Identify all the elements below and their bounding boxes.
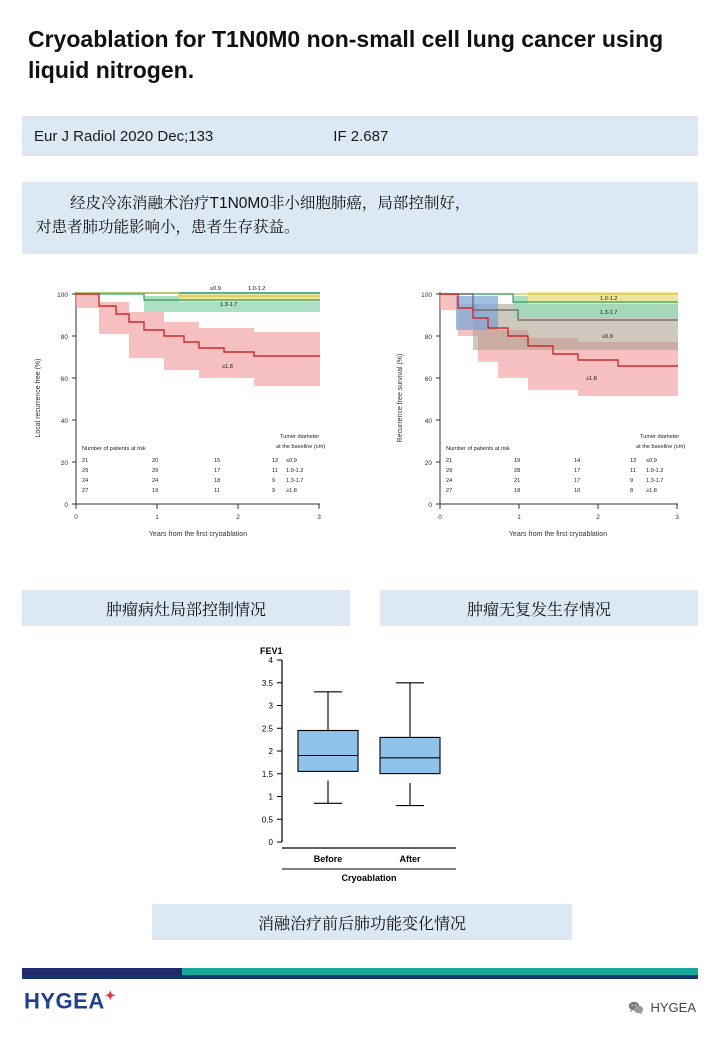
fig-a-risk-r0-v3: 12 — [272, 458, 279, 464]
fig-b-series-label-2: ≤0.9 — [602, 334, 613, 340]
figure-c-svg — [222, 638, 498, 886]
fig-a-risk-r1-v2: 17 — [214, 468, 221, 474]
fig-b-risk-r3-v1: 18 — [514, 488, 521, 494]
fig-c-ytick-1: 3.5 — [261, 678, 273, 688]
fig-b-ytick-4: 20 — [424, 460, 432, 467]
fig-a-risk-r2-v3: 9 — [272, 478, 276, 484]
fig-b-risk-r0-v1: 19 — [514, 458, 521, 464]
fig-b-legend-title: Tumor diameter — [640, 434, 680, 440]
fig-a-risk-r1-v3: 11 — [272, 468, 278, 474]
fig-c-title: FEV1 — [260, 646, 283, 656]
fig-b-risk-r1-v1: 28 — [514, 468, 521, 474]
footer-rule-teal — [182, 968, 698, 975]
fig-b-risk-r3-v3: 8 — [630, 488, 634, 494]
fig-a-legend-3: ≥1.8 — [286, 488, 297, 494]
journal-name: Eur J Radiol 2020 Dec;133 — [34, 127, 214, 145]
conclusion-box — [22, 182, 698, 254]
fig-c-ytick-8: 0 — [268, 838, 273, 847]
caption-figure-c: 消融治疗前后肺功能变化情况 — [152, 904, 572, 940]
figure-b-svg — [378, 278, 698, 568]
fig-b-ylabel: Recurrence free survival (%) — [397, 353, 404, 443]
fig-a-legend — [276, 434, 325, 494]
fig-b-risk-r3-v2: 10 — [574, 488, 581, 494]
conclusion-line-2: 对患者肺功能影响小，患者生存获益。 — [36, 219, 300, 237]
fig-a-risk-r0-v1: 20 — [152, 458, 159, 464]
fig-b-legend-3: ≥1.8 — [646, 488, 657, 494]
fig-a-legend-title: Tumor diameter — [280, 434, 320, 440]
fig-b-ytick-3: 40 — [424, 418, 432, 425]
fig-b-risk-r0-v3: 12 — [630, 458, 637, 464]
fig-a-risk-r0-v0: 21 — [82, 458, 89, 464]
fig-c-ytick-5: 1.5 — [261, 769, 273, 779]
fig-b-risk-r2-v2: 17 — [574, 478, 581, 484]
fig-b-risk-table — [446, 458, 636, 494]
fig-c-box-after — [380, 683, 440, 806]
fig-a-ytick-5: 0 — [64, 502, 68, 509]
figure-local-recurrence — [24, 278, 344, 568]
fig-a-risk-r3-v3: 9 — [272, 488, 276, 494]
fig-a-ytick-3: 40 — [60, 418, 68, 425]
fig-c-ytick-3: 2.5 — [261, 724, 273, 734]
fig-b-risk-r1-v2: 17 — [574, 468, 581, 474]
fig-a-series-label-2: 1.3-1.7 — [220, 302, 238, 308]
fig-b-ytick-2: 60 — [424, 376, 432, 383]
wechat-label: HYGEA — [650, 1000, 696, 1015]
fig-c-ytick-4: 2 — [268, 747, 273, 756]
figure-a-svg — [24, 278, 344, 568]
fig-c-ytick-7: 0.5 — [261, 815, 273, 825]
fig-a-ytick-2: 60 — [60, 376, 68, 383]
fig-c-ytick-2: 3 — [268, 701, 273, 711]
fig-b-risk-r2-v1: 21 — [514, 478, 521, 484]
fig-a-xtick-2: 2 — [236, 514, 240, 521]
fig-a-risk-r0-v2: 15 — [214, 458, 221, 464]
footer-rule-navy — [22, 968, 182, 975]
fig-a-xtick-1: 1 — [155, 514, 159, 521]
figure-recurrence-free-survival — [378, 278, 698, 568]
fig-b-xtick-2: 2 — [596, 514, 600, 521]
fig-a-legend-0: ≤0.9 — [286, 458, 297, 464]
fig-b-xtick-3: 3 — [675, 514, 679, 521]
fig-a-series-label-1: 1.0-1.2 — [248, 286, 266, 292]
figure-fev1-boxplot — [222, 638, 498, 886]
fig-a-xtick-0: 0 — [74, 514, 78, 521]
fig-a-risk-r3-v1: 19 — [152, 488, 159, 494]
fig-b-legend-0: ≤0.9 — [646, 458, 657, 464]
fig-b-risk-r0-v2: 14 — [574, 458, 581, 464]
brand-star-icon: ✦ — [104, 988, 117, 1003]
fig-b-legend-title2: at the baseline (cm) — [636, 444, 686, 450]
fig-a-legend-1: 1.0-1.2 — [286, 468, 304, 474]
fig-b-risk-r0-v0: 21 — [446, 458, 453, 464]
fig-a-risk-r1-v1: 29 — [152, 468, 159, 474]
fig-a-risk-r3-v2: 11 — [214, 488, 220, 494]
conclusion-line-1: 经皮冷冻消融术治疗T1N0M0非小细胞肺癌，局部控制好， — [70, 195, 471, 212]
wechat-icon — [628, 1001, 644, 1015]
fig-c-ytick-6: 1 — [268, 792, 273, 802]
fig-b-xlabel: Years from the first cryoablation — [508, 531, 608, 538]
fig-a-ylabel: Local recurrence free (%) — [35, 358, 42, 438]
fig-b-risk-r2-v0: 24 — [446, 478, 453, 484]
fig-a-xtick-3: 3 — [317, 514, 321, 521]
page-title: Cryoablation for T1N0M0 non-small cell lung cancer using liquid nitrogen. — [28, 26, 664, 84]
fig-c-ytick-0: 4 — [268, 656, 273, 665]
fig-b-risk-header: Number of patients at risk — [446, 446, 510, 452]
fig-b-band-blue — [456, 296, 498, 330]
brand-logo — [24, 988, 116, 1014]
fig-a-xlabel: Years from the first cryoablation — [148, 531, 248, 538]
journal-bar — [22, 116, 698, 156]
fig-a-series-label-3: ≥1.8 — [222, 364, 233, 370]
fig-b-ytick-5: 0 — [428, 502, 432, 509]
fig-b-series-label-0: 1.0-1.2 — [600, 296, 618, 302]
fig-b-legend-1: 1.0-1.2 — [646, 468, 664, 474]
fig-a-risk-r3-v0: 27 — [82, 488, 89, 494]
footer-rule — [22, 968, 698, 975]
fig-b-xtick-1: 1 — [517, 514, 521, 521]
fig-a-risk-r2-v2: 18 — [214, 478, 221, 484]
impact-factor: IF 2.687 — [333, 127, 389, 145]
caption-figure-a: 肿瘤病灶局部控制情况 — [22, 590, 350, 626]
fig-a-risk-header: Number of patients at risk — [82, 446, 146, 452]
fig-b-risk-r2-v3: 9 — [630, 478, 634, 484]
fig-a-ytick-1: 80 — [60, 334, 68, 341]
fig-b-ytick-1: 80 — [424, 334, 432, 341]
fig-a-ytick-0: 100 — [57, 292, 68, 299]
fig-c-box-before — [298, 692, 358, 804]
fig-a-risk-table — [82, 458, 278, 494]
fig-a-risk-r2-v0: 24 — [82, 478, 89, 484]
fig-b-risk-r3-v0: 27 — [446, 488, 453, 494]
fig-c-group-before: Before — [313, 854, 343, 864]
fig-a-risk-r2-v1: 24 — [152, 478, 159, 484]
fig-b-risk-r1-v0: 29 — [446, 468, 453, 474]
brand-name: HYGEA — [24, 988, 105, 1014]
fig-b-ytick-0: 100 — [421, 292, 432, 299]
fig-a-risk-r1-v0: 29 — [82, 468, 89, 474]
fig-a-legend-2: 1.3-1.7 — [286, 478, 304, 484]
fig-b-xtick-0: 0 — [438, 514, 442, 521]
fig-a-series-label-0: ≤0.9 — [210, 286, 221, 292]
fig-b-series-label-1: 1.3-1.7 — [600, 310, 618, 316]
footer-rule-navy-base — [22, 975, 698, 979]
fig-b-series-label-3: ≥1.8 — [586, 376, 597, 382]
fig-a-legend-title2: at the baseline (cm) — [276, 444, 326, 450]
fig-b-risk-r1-v3: 11 — [630, 468, 636, 474]
fig-a-ytick-4: 20 — [60, 460, 68, 467]
caption-figure-b: 肿瘤无复发生存情况 — [380, 590, 698, 626]
fig-c-xlabel: Cryoablation — [341, 873, 397, 883]
wechat-badge — [628, 1000, 696, 1015]
fig-b-legend-2: 1.3-1.7 — [646, 478, 664, 484]
fig-b-legend — [636, 434, 685, 494]
fig-c-group-after: After — [399, 854, 421, 864]
